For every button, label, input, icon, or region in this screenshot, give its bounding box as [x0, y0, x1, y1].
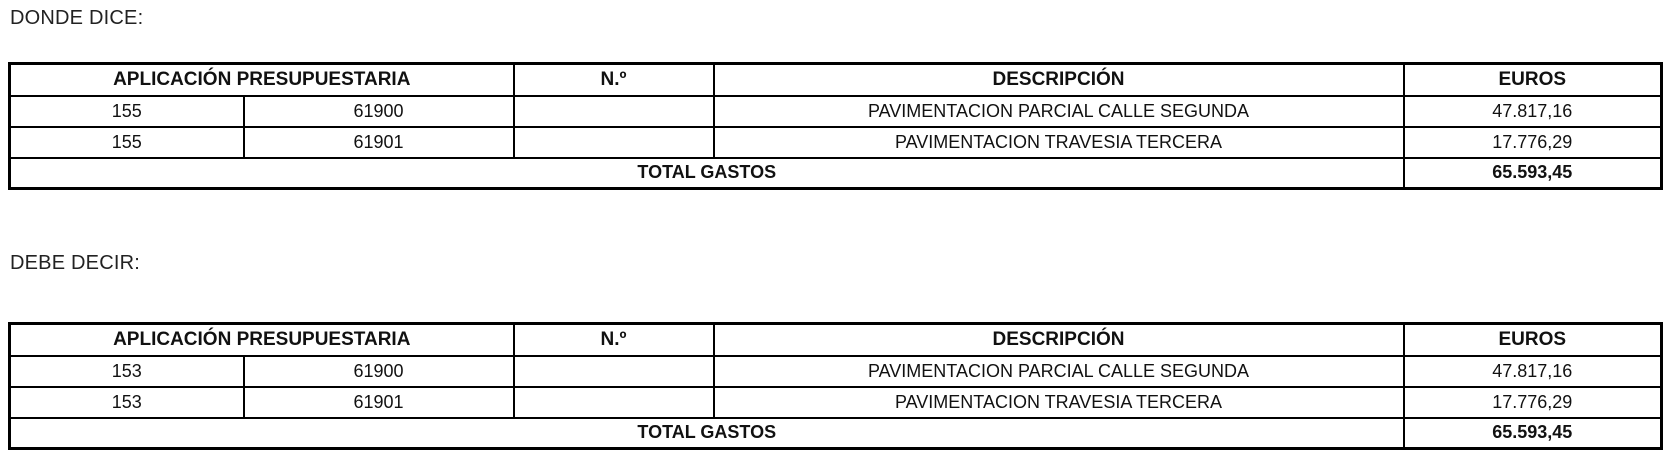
cell-numero: [514, 96, 714, 127]
cell-numero: [514, 127, 714, 158]
table-donde-dice: [8, 62, 1663, 190]
header-aplicacion-presupuestaria: APLICACIÓN PRESUPUESTARIA: [10, 64, 514, 96]
table-debe-decir: [8, 322, 1663, 450]
total-row: [10, 158, 1662, 189]
table-row: [10, 387, 1662, 418]
total-row: [10, 418, 1662, 449]
cell-clasificacion: 155: [10, 96, 244, 127]
cell-numero: [514, 356, 714, 387]
cell-descripcion: PAVIMENTACION TRAVESIA TERCERA: [714, 387, 1404, 418]
header-numero: N.º: [514, 324, 714, 356]
header-aplicacion-presupuestaria: APLICACIÓN PRESUPUESTARIA: [10, 324, 514, 356]
cell-economica: 61901: [244, 387, 514, 418]
table-row: [10, 96, 1662, 127]
total-value-cell: 65.593,45: [1404, 158, 1662, 189]
cell-clasificacion: 153: [10, 387, 244, 418]
cell-euros: 17.776,29: [1404, 127, 1662, 158]
cell-euros: 47.817,16: [1404, 96, 1662, 127]
section-label-debe-decir: DEBE DECIR:: [10, 252, 141, 274]
total-label-cell: TOTAL GASTOS: [10, 158, 1404, 189]
header-numero: N.º: [514, 64, 714, 96]
table-row: [10, 356, 1662, 387]
header-row: [10, 64, 1662, 96]
cell-descripcion: PAVIMENTACION PARCIAL CALLE SEGUNDA: [714, 356, 1404, 387]
cell-euros: 47.817,16: [1404, 356, 1662, 387]
header-euros: EUROS: [1404, 64, 1662, 96]
header-descripcion: DESCRIPCIÓN: [714, 324, 1404, 356]
cell-economica: 61900: [244, 356, 514, 387]
header-euros: EUROS: [1404, 324, 1662, 356]
table-row: [10, 127, 1662, 158]
cell-clasificacion: 155: [10, 127, 244, 158]
total-value-cell: 65.593,45: [1404, 418, 1662, 449]
cell-economica: 61900: [244, 96, 514, 127]
header-descripcion: DESCRIPCIÓN: [714, 64, 1404, 96]
cell-euros: 17.776,29: [1404, 387, 1662, 418]
cell-numero: [514, 387, 714, 418]
section-label-donde-dice: DONDE DICE:: [10, 7, 144, 29]
cell-descripcion: PAVIMENTACION PARCIAL CALLE SEGUNDA: [714, 96, 1404, 127]
total-label-cell: TOTAL GASTOS: [10, 418, 1404, 449]
cell-clasificacion: 153: [10, 356, 244, 387]
cell-descripcion: PAVIMENTACION TRAVESIA TERCERA: [714, 127, 1404, 158]
header-row: [10, 324, 1662, 356]
cell-economica: 61901: [244, 127, 514, 158]
